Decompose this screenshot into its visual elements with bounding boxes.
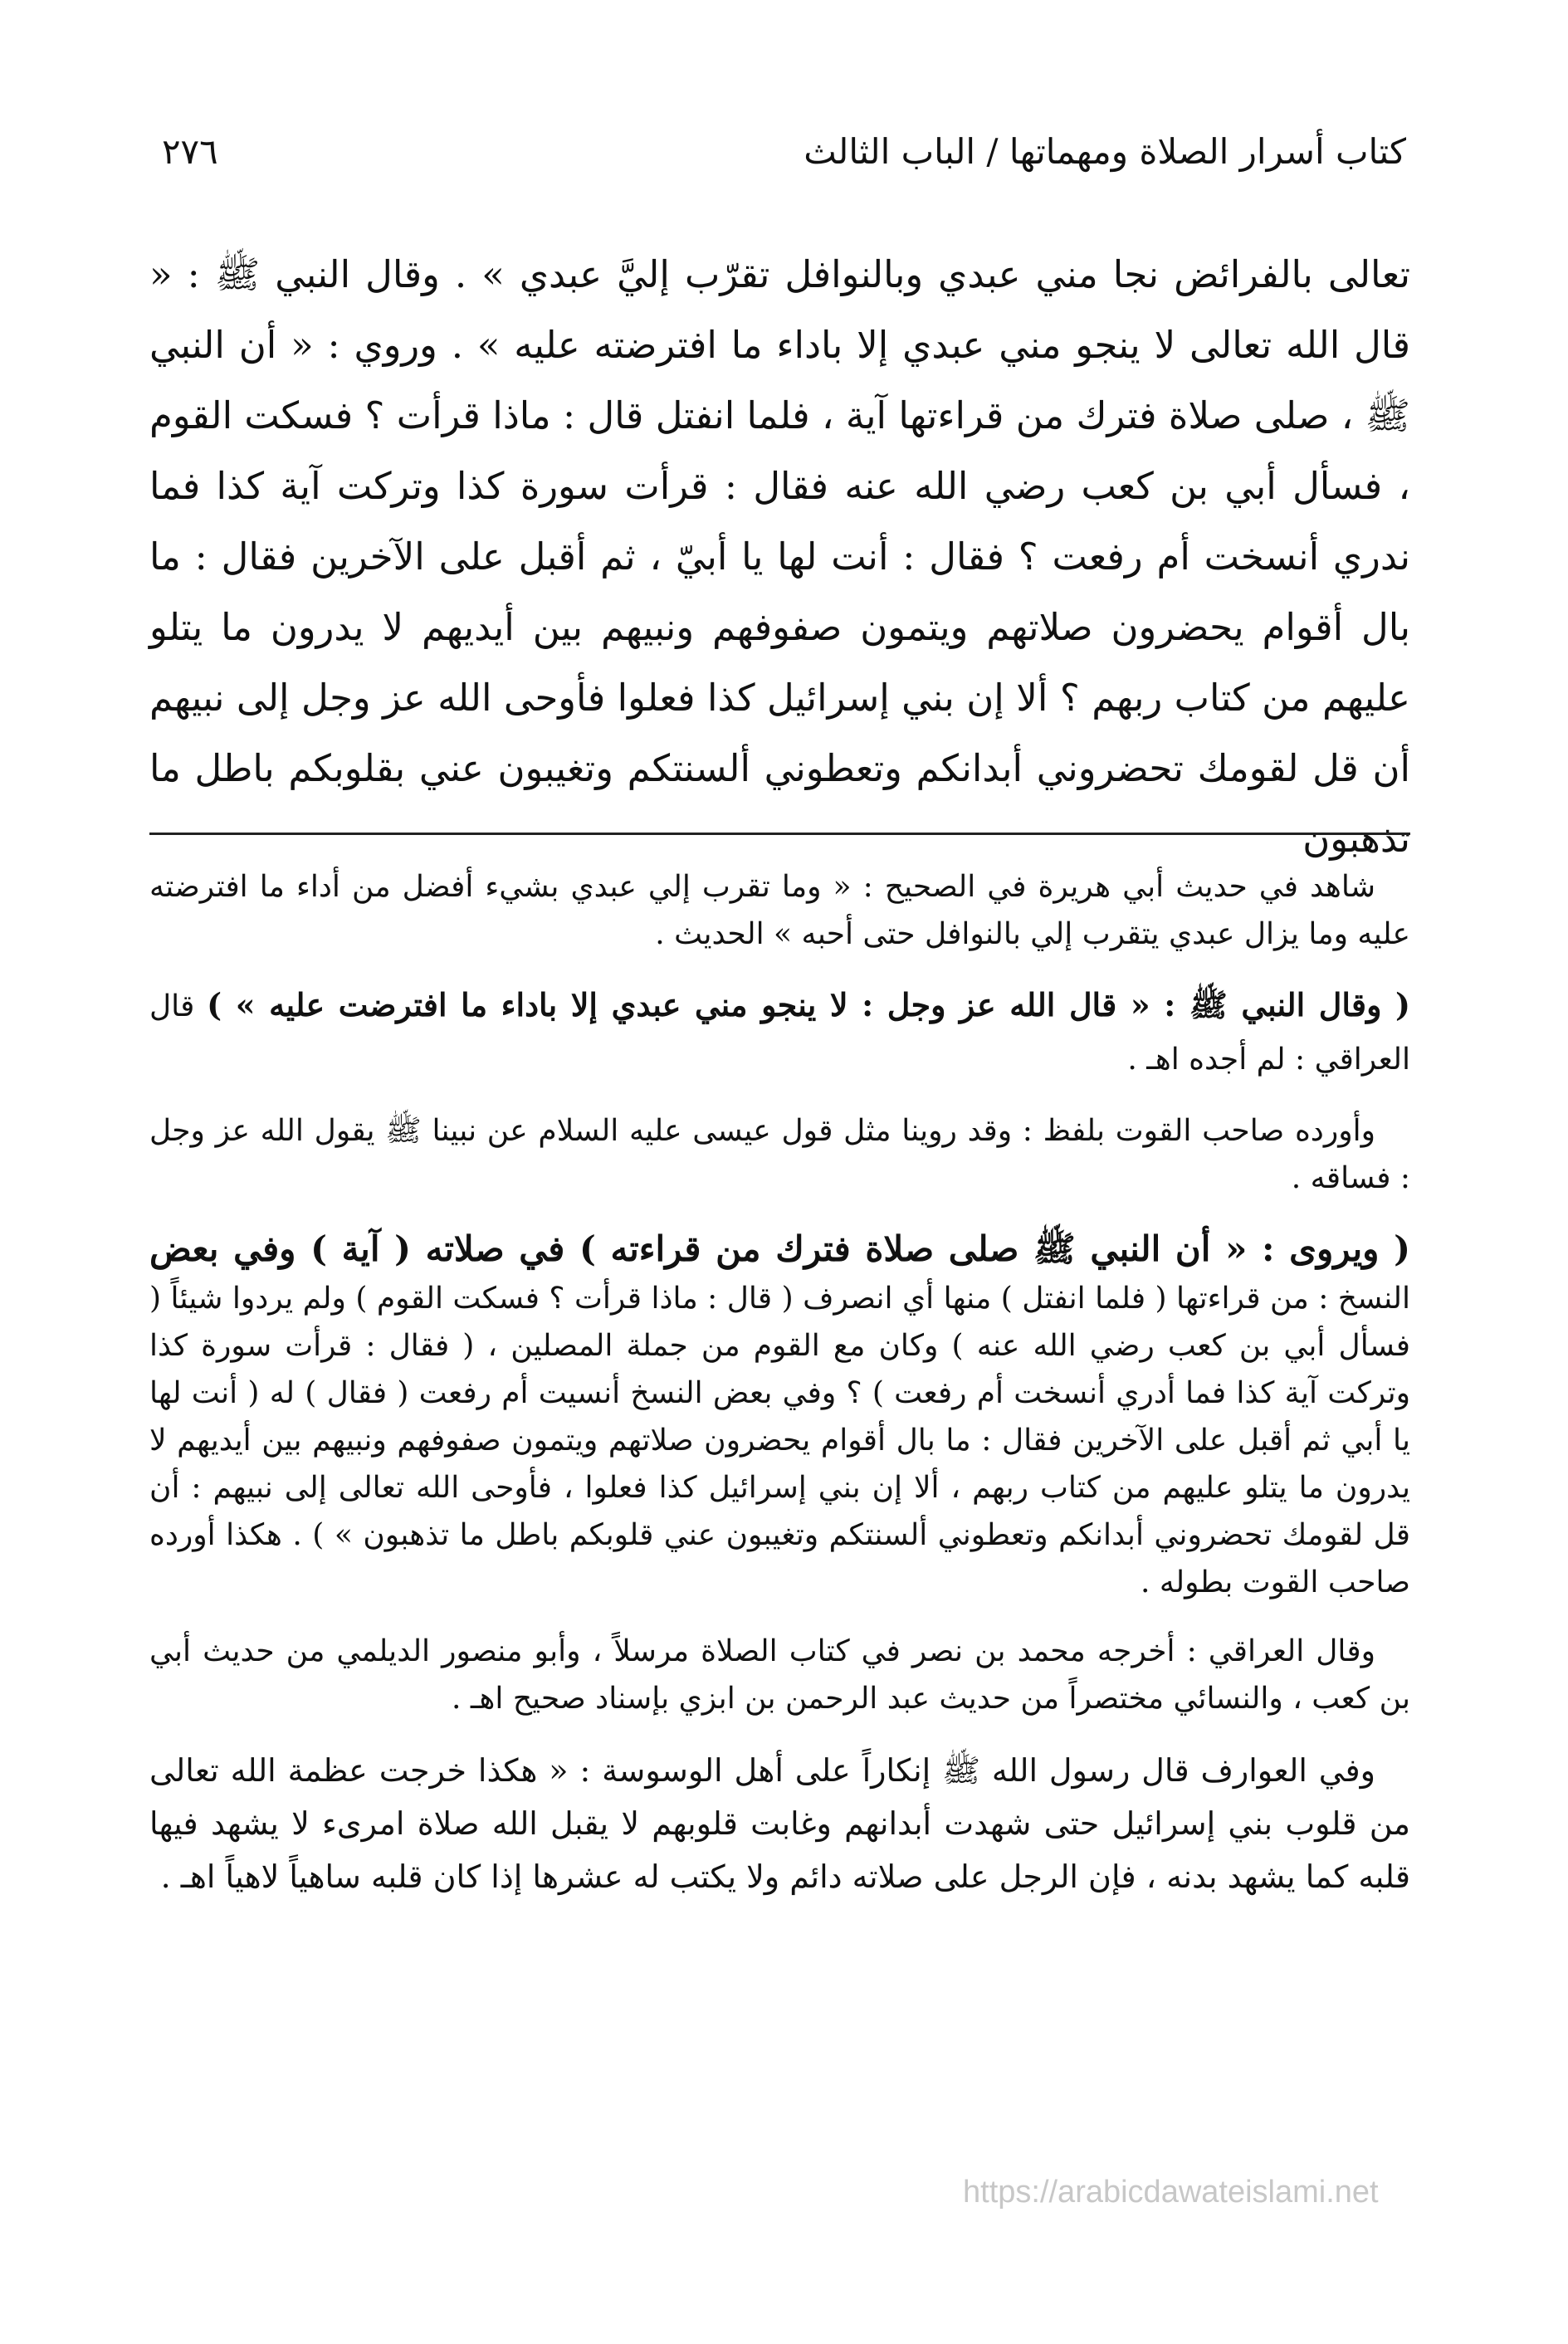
note-4	[149, 1223, 1410, 1606]
note-2-bold: ( وقال النبي ﷺ : « قال الله عز وجل : لا ينجو مني عبدي إلا باداء ما افترضت عليه » )	[207, 986, 1411, 1023]
page-number: ٢٧٦	[162, 131, 218, 172]
note-6: وفي العوارف قال رسول الله ﷺ إنكاراً على أهل الوسوسة : « هكذا خرجت عظمة الله تعالى من قلوب بني إسرائيل حتى شهدت أبدانهم وغابت قلوبهم لا يقبل الله صلاة امرىء لا يشهد فيها قلبه كما يشهد بدنه ، فإن الرجل على صلاته دائم ولا يكتب له عشرها إذا كان قلبه ساهياً لاهياً اهـ .	[149, 1752, 1410, 1895]
note-4-body: النسخ : من قراءتها ( فلما انفتل ) منها أي انصرف ( قال : ماذا قرأت ؟ فسكت القوم ) ولم يردوا شيئاً ( فسأل أبي بن كعب رضي الله عنه ) وكان مع القوم من جملة المصلين ، ( فقال : قرأت سورة كذا وتركت آية كذا فما أدري أنسخت أم رفعت ) ؟ وفي بعض النسخ أنسيت أم رفعت ( فقال ) له ( أنت لها يا أبي ثم أقبل على الآخرين فقال : ما بال أقوام يحضرون صلاتهم ويتمون صفوفهم ونبيهم بين أيديهم لا يدرون ما يتلو عليهم من كتاب ربهم ، ألا إن بني إسرائيل كذا فعلوا ، فأوحى الله تعالى إلى نبيهم : أن قل لقومك تحضروني أبدانكم وتعطوني ألسنتكم وتغيبون عني قلوبكم باطل ما تذهبون » ) . هكذا أورده صاحب القوت بطوله .	[149, 1282, 1410, 1599]
commentary-notes	[149, 863, 1410, 1925]
note-3: وأورده صاحب القوت بلفظ : وقد روينا مثل قول عيسى عليه السلام عن نبينا ﷺ يقول الله عز وجل : فساقه .	[149, 1114, 1410, 1195]
note-1: شاهد في حديث أبي هريرة في الصحيح : « وما تقرب إلي عبدي بشيء أفضل من أداء ما افترضته عليه وما يزال عبدي يتقرب إلي بالنوافل حتى أحبه » الحديث .	[149, 870, 1410, 951]
watermark-url: https://arabicdawateislami.net	[963, 2175, 1379, 2210]
note-2-rest: قال العراقي : لم أجده اهـ .	[149, 989, 1410, 1077]
separator-rule	[149, 833, 1410, 835]
note-2	[149, 979, 1410, 1086]
main-text: تعالى بالفرائض نجا مني عبدي وبالنوافل تقرّب إليَّ عبدي » . وقال النبي ﷺ : « قال الله تعالى لا ينجو مني عبدي إلا باداء ما افترضته عليه » . وروي : « أن النبي ﷺ ، صلى صلاة فترك من قراءتها آية ، فلما انفتل قال : ماذا قرأت ؟ فسكت القوم ، فسأل أبي بن كعب رضي الله عنه فقال : قرأت سورة كذا وتركت آية كذا فما ندري أنسخت أم رفعت ؟ فقال : أنت لها يا أبيّ ، ثم أقبل على الآخرين فقال : ما بال أقوام يحضرون صلاتهم ويتمون صفوفهم ونبيهم بين أيديهم لا يدرون ما يتلو عليهم من كتاب ربهم ؟ ألا إن بني إسرائيل كذا فعلوا فأوحى الله عز وجل إلى نبيهم أن قل لقومك تحضروني أبدانكم وتعطوني ألسنتكم وتغيبون عني بقلوبكم باطل ما تذهبون	[149, 252, 1410, 861]
running-title: كتاب أسرار الصلاة ومهماتها / الباب الثالث	[804, 131, 1406, 172]
page-header	[162, 131, 1406, 172]
note-4-lead: ( ويروى : « أن النبي ﷺ صلى صلاة فترك من قراءته ) في صلاته ( آية ) وفي بعض	[149, 1228, 1410, 1269]
note-5: وقال العراقي : أخرجه محمد بن نصر في كتاب الصلاة مرسلاً ، وأبو منصور الديلمي من حديث أبي بن كعب ، والنسائي مختصراً من حديث عبد الرحمن بن ابزي بإسناد صحيح اهـ .	[149, 1634, 1410, 1716]
